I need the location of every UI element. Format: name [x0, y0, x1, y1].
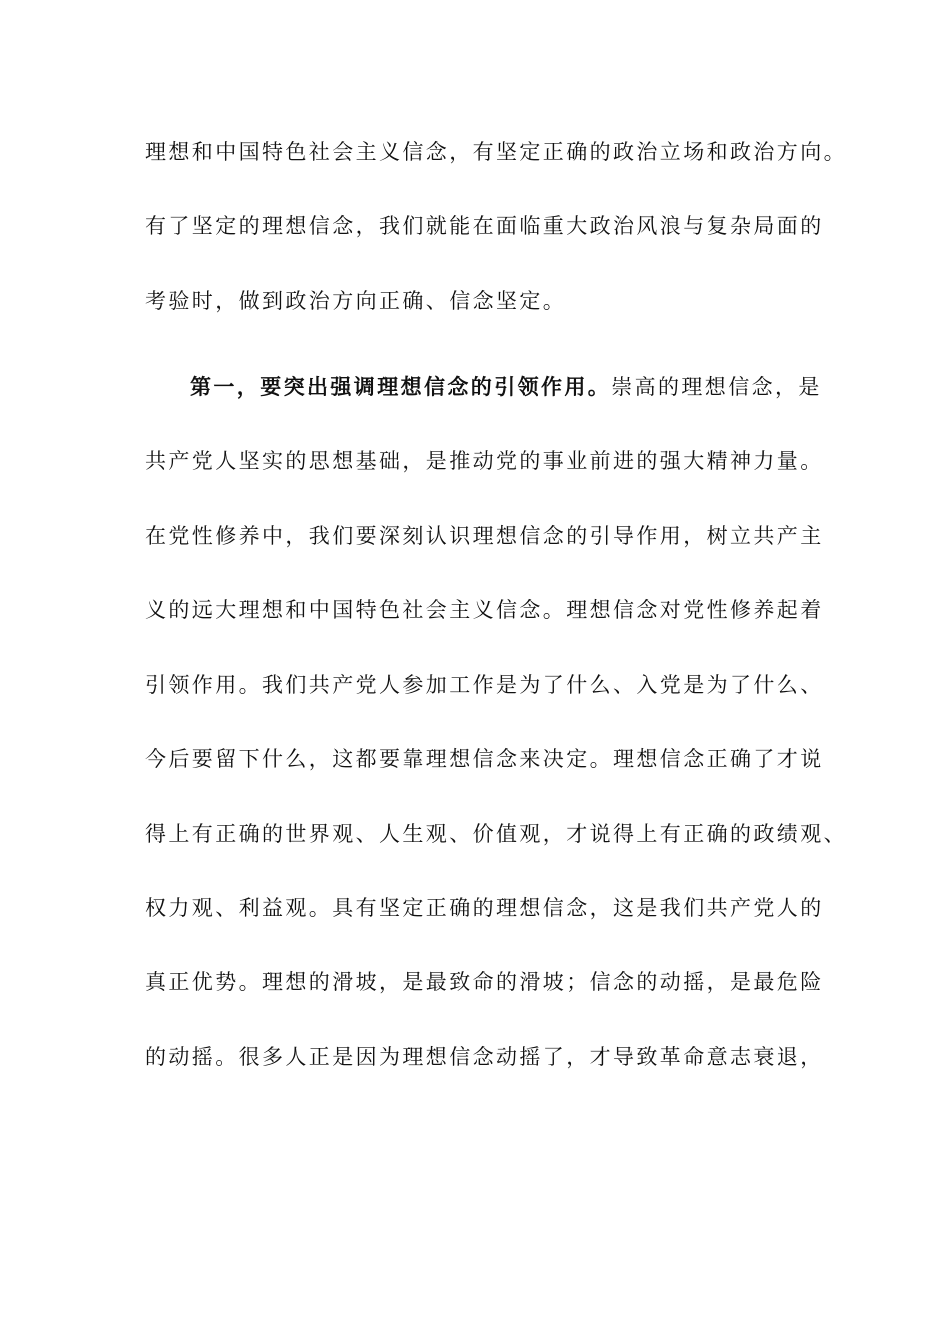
- section-first-line-text: 崇高的理想信念，是: [611, 375, 822, 399]
- paragraph-line: 共产党人坚实的思想基础，是推动党的事业前进的强大精神力量。: [145, 449, 824, 473]
- paragraph-line: 有了坚定的理想信念，我们就能在面临重大政治风浪与复杂局面的: [145, 214, 824, 238]
- paragraph-line: 理想和中国特色社会主义信念，有坚定正确的政治立场和政治方向。: [145, 140, 847, 164]
- paragraph-line: 得上有正确的世界观、人生观、价值观，才说得上有正确的政绩观、: [145, 822, 847, 846]
- paragraph-line: 在党性修养中，我们要深刻认识理想信念的引导作用，树立共产主: [145, 524, 824, 548]
- paragraph-line: 真正优势。理想的滑坡，是最致命的滑坡；信念的动摇，是最危险: [145, 970, 824, 994]
- paragraph-line: 引领作用。我们共产党人参加工作是为了什么、入党是为了什么、: [145, 673, 824, 697]
- section-heading: 第一，要突出强调理想信念的引领作用。: [190, 375, 612, 399]
- paragraph-line: 今后要留下什么，这都要靠理想信念来决定。理想信念正确了才说: [145, 747, 824, 771]
- paragraph-line: 义的远大理想和中国特色社会主义信念。理想信念对党性修养起着: [145, 598, 824, 622]
- paragraph-line: 考验时，做到政治方向正确、信念坚定。: [145, 289, 567, 313]
- paragraph-line: 的动摇。很多人正是因为理想信念动摇了，才导致革命意志衰退，: [145, 1045, 824, 1069]
- section-first-line: [190, 372, 822, 402]
- paragraph-line: 权力观、利益观。具有坚定正确的理想信念，这是我们共产党人的: [145, 896, 824, 920]
